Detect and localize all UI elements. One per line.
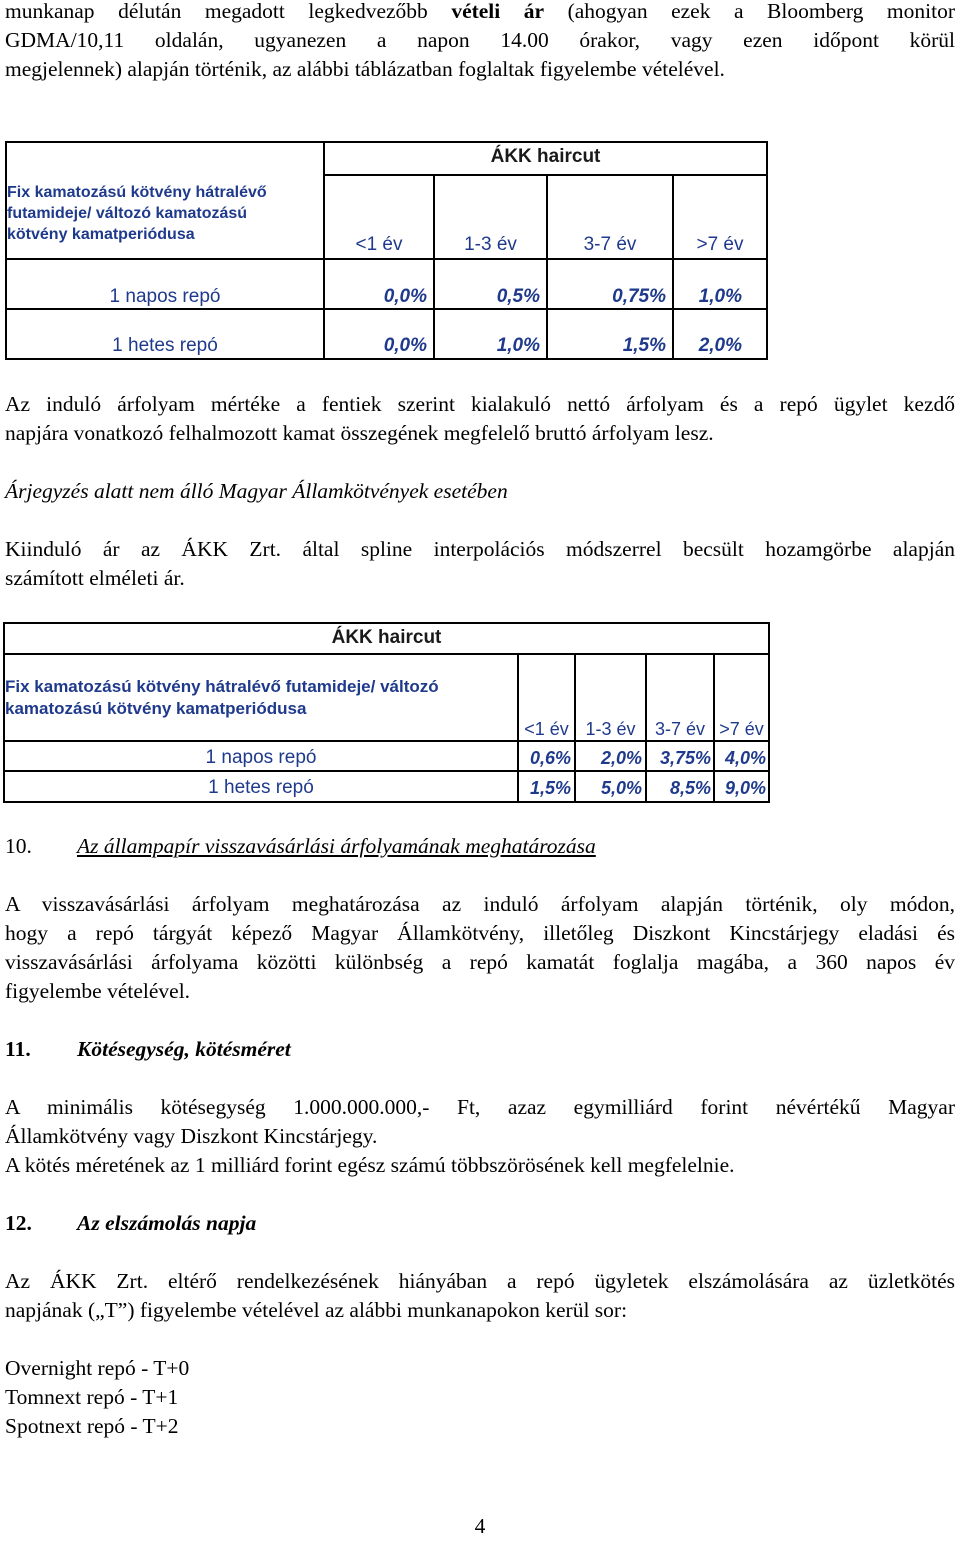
spline-paragraph: [5, 535, 955, 593]
table2-row1-v3: 3,75%: [659, 748, 711, 768]
table1-row1-v2: 0,5%: [496, 286, 540, 307]
table2-row1-label: 1 napos repó: [205, 747, 317, 768]
intro-line-2: GDMA/10,11 oldalán, ugyanezen a napon 14.00 órakor, vagy ezen időpont körül: [5, 28, 955, 52]
table1-row2-label: 1 hetes repó: [112, 335, 218, 356]
table1-row1-v4: 1,0%: [698, 286, 742, 307]
table1-row1-v1: 0,0%: [383, 286, 427, 307]
section12-line-1: Az ÁKK Zrt. eltérő rendelkezésének hiányában a repó ügyletek elszámolására az üzletkötés: [5, 1269, 955, 1293]
haircut-table-unlisted: [3, 622, 770, 803]
intro-bold-term: vételi ár: [451, 0, 545, 23]
table2-row2-v1: 1,5%: [529, 778, 571, 798]
table2-row2-v3: 8,5%: [669, 778, 711, 798]
list-item-tomnext: Tomnext repó - T+1: [5, 1385, 179, 1409]
settlement-list: [5, 1354, 955, 1441]
haircut-table-listed: [5, 141, 768, 360]
initial-price-paragraph: [5, 390, 955, 448]
intro-paragraph: [5, 0, 955, 84]
table1-row1-v3: 0,75%: [612, 286, 666, 307]
table2-col-3-7: 3-7 év: [654, 719, 706, 739]
section10-heading: [5, 832, 955, 861]
table1-row2-v1: 0,0%: [383, 335, 427, 356]
section11-body: [5, 1093, 955, 1180]
table2-col-lt1: <1 év: [524, 719, 569, 739]
intro-line-3: megjelennek) alapján történik, az alábbi táblázatban foglaltak figyelembe vételével.: [5, 57, 725, 81]
table2-row1-v1: 0,6%: [529, 748, 571, 768]
spline-line-2: számított elméleti ár.: [5, 566, 185, 590]
unlisted-subheading: Árjegyzés alatt nem álló Magyar Államkötvények esetében: [5, 479, 508, 503]
table2-row2-label: 1 hetes repó: [208, 777, 314, 798]
section12-heading: [5, 1209, 955, 1238]
list-item-spotnext: Spotnext repó - T+2: [5, 1414, 179, 1438]
section11-line-3: A kötés méretének az 1 milliárd forint egész számú többszörösének kell megfelelnie.: [5, 1153, 735, 1177]
table1-row1-label: 1 napos repó: [109, 286, 221, 307]
section11-title: Kötésegység, kötésméret: [77, 1037, 291, 1061]
table1-row2-v4: 2,0%: [698, 335, 742, 356]
section10-line-2: hogy a repó tárgyát képező Magyar Államkötvény, illetőleg Diszkont Kincstárjegy eladási és: [5, 921, 955, 945]
section11-number: 11.: [5, 1037, 31, 1061]
table2-row1-v4: 4,0%: [724, 748, 766, 768]
section10-title: Az állampapír visszavásárlási árfolyamának meghatározása: [77, 834, 596, 858]
section10-body: [5, 890, 955, 1006]
table1-col-1-3: 1-3 év: [464, 234, 517, 255]
section12-body: [5, 1267, 955, 1325]
table1-col-lt1: <1 év: [355, 234, 403, 255]
table2-col-1-3: 1-3 év: [585, 719, 636, 739]
table2-row1-v2: 2,0%: [600, 748, 642, 768]
section10-line-1: A visszavásárlási árfolyam meghatározása az induló árfolyam alapján történik, oly módon,: [5, 892, 955, 916]
section12-number: 12.: [5, 1211, 32, 1235]
intro-line-1: munkanap délután megadott legkedvezőbb vételi ár (ahogyan ezek a Bloomberg monitor: [5, 0, 955, 23]
table1-col-gt7: >7 év: [696, 234, 744, 255]
table1-col-3-7: 3-7 év: [583, 234, 637, 255]
section11-line-2: Államkötvény vagy Diszkont Kincstárjegy.: [5, 1124, 378, 1148]
section10-line-4: figyelembe vételével.: [5, 979, 191, 1003]
table2-row2-v4: 9,0%: [724, 778, 766, 798]
table1-header: ÁKK haircut: [490, 146, 601, 167]
initial-price-line-1: Az induló árfolyam mértéke a fentiek szerint kialakuló nettó árfolyam és a repó ügylet kezdő: [5, 392, 955, 416]
table1-row2-v3: 1,5%: [622, 335, 666, 356]
section11-line-1: A minimális kötésegység 1.000.000.000,- Ft, azaz egymilliárd forint névértékű Magyar: [5, 1095, 955, 1119]
table2-description: Fix kamatozású kötvény hátralévő futamideje/ változó kamatozású kötvény kamatperiódusa: [5, 677, 439, 718]
spline-line-1: Kiinduló ár az ÁKK Zrt. által spline interpolációs módszerrel becsült hozamgörbe alapján: [5, 537, 955, 561]
section10-line-3: visszavásárlási árfolyama közötti különbség a repó kamatát foglalja magába, a 360 napos év: [5, 950, 955, 974]
section12-line-2: napjának („T”) figyelembe vételével az alábbi munkanapokon kerül sor:: [5, 1298, 628, 1322]
table2-row2-v2: 5,0%: [600, 778, 642, 798]
table1-row2-v2: 1,0%: [496, 335, 540, 356]
section12-title: Az elszámolás napja: [77, 1211, 257, 1235]
section10-number: 10.: [5, 834, 32, 858]
section11-heading: [5, 1035, 955, 1064]
list-item-overnight: Overnight repó - T+0: [5, 1356, 190, 1380]
table1-description: Fix kamatozású kötvény hátralévő futamideje/ változó kamatozású kötvény kamatperiódusa: [7, 184, 267, 243]
table2-header: ÁKK haircut: [331, 627, 442, 648]
initial-price-line-2: napjára vonatkozó felhalmozott kamat összegének megfelelő bruttó árfolyam lesz.: [5, 421, 714, 445]
page-number: 4: [474, 1514, 486, 1538]
table2-col-gt7: >7 év: [719, 719, 764, 739]
